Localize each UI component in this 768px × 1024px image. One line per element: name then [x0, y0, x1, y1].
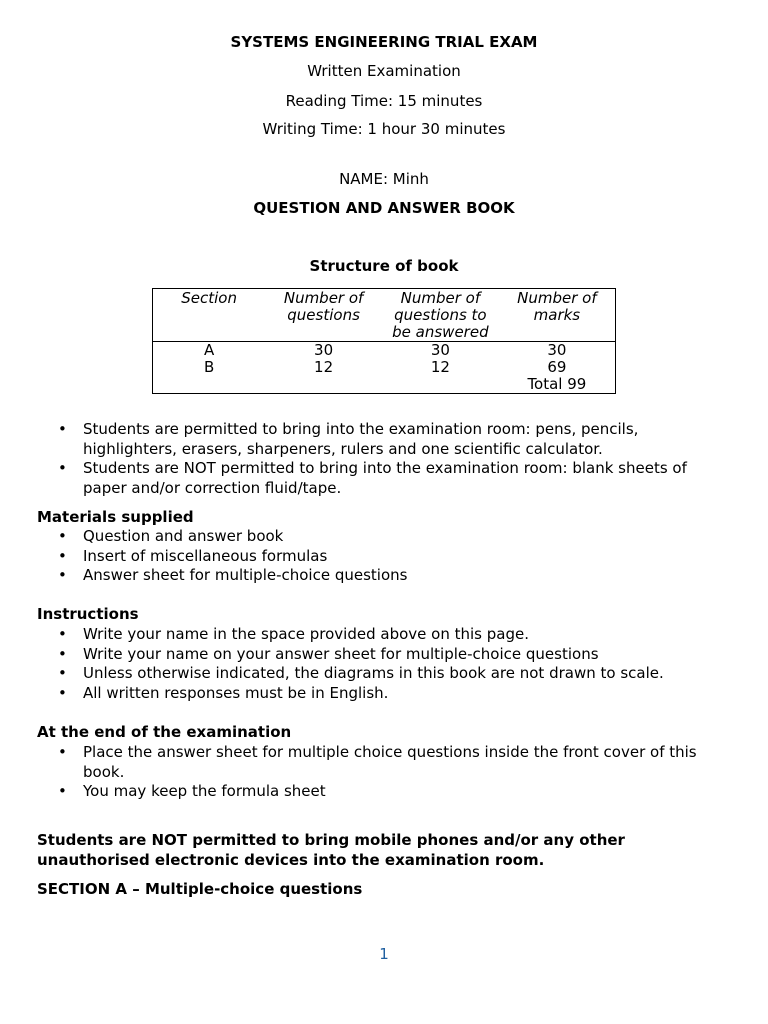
- electronic-devices-warning: Students are NOT permitted to bring mobile phones and/or any other unauthorised electronic devices into the examination room.: [37, 831, 625, 869]
- table-cell: A: [203, 341, 215, 359]
- list-item: • Insert of miscellaneous formulas: [37, 547, 727, 567]
- end-of-exam-list: [37, 743, 727, 802]
- end-of-exam-heading: At the end of the examination: [37, 723, 292, 741]
- list-item: • Write your name in the space provided above on this page.: [37, 625, 727, 645]
- table-cell: [153, 376, 266, 394]
- table-cell: 30: [314, 341, 334, 359]
- column-header-marks: Number of marks: [499, 289, 616, 342]
- table-row: [153, 359, 616, 376]
- table-cell: 12: [314, 358, 334, 376]
- list-item: • Place the answer sheet for multiple choice questions inside the front cover of this book.: [37, 743, 727, 782]
- table-cell: 69: [547, 358, 567, 376]
- table-cell: 30: [430, 341, 450, 359]
- writing-time: Writing Time: 1 hour 30 minutes: [262, 120, 506, 138]
- instructions-heading: Instructions: [37, 605, 139, 623]
- materials-heading: Materials supplied: [37, 508, 194, 526]
- column-header-questions: Number of questions: [265, 289, 382, 342]
- exam-title: SYSTEMS ENGINEERING TRIAL EXAM: [230, 33, 538, 51]
- list-item: • Write your name on your answer sheet for multiple-choice questions: [37, 645, 727, 665]
- table-row: [153, 342, 616, 360]
- list-item: • You may keep the formula sheet: [37, 782, 727, 802]
- instructions-list: [37, 625, 727, 703]
- table-cell: [265, 376, 382, 394]
- list-item: • Unless otherwise indicated, the diagrams in this book are not drawn to scale.: [37, 664, 727, 684]
- exam-subtitle: Written Examination: [307, 62, 461, 80]
- list-item: • Answer sheet for multiple-choice questions: [37, 566, 727, 586]
- book-title: QUESTION AND ANSWER BOOK: [253, 199, 515, 217]
- table-row: [153, 376, 616, 394]
- list-item: • Students are NOT permitted to bring into the examination room: blank sheets of paper and/or correction fluid/tape.: [37, 459, 727, 498]
- page-number: 1: [379, 945, 389, 963]
- structure-table: [152, 288, 616, 394]
- table-cell: 12: [430, 358, 450, 376]
- structure-header-row: [153, 289, 616, 342]
- permissions-list: [37, 420, 727, 498]
- reading-time: Reading Time: 15 minutes: [285, 92, 483, 110]
- section-a-heading: SECTION A – Multiple-choice questions: [37, 880, 363, 898]
- list-item: • Students are permitted to bring into the examination room: pens, pencils, highlighters, erasers, sharpeners, rulers and one scientific calculator.: [37, 420, 727, 459]
- total-marks-cell: Total 99: [527, 375, 587, 393]
- list-item: • Question and answer book: [37, 527, 727, 547]
- materials-list: [37, 527, 727, 586]
- column-header-section: Section: [153, 289, 266, 342]
- list-item: • All written responses must be in English.: [37, 684, 727, 704]
- table-cell: B: [203, 358, 215, 376]
- column-header-to-answer: Number of questions to be answered: [382, 289, 499, 342]
- table-cell: 30: [547, 341, 567, 359]
- table-cell: [382, 376, 499, 394]
- structure-title: Structure of book: [309, 257, 459, 275]
- student-name: NAME: Minh: [339, 170, 429, 188]
